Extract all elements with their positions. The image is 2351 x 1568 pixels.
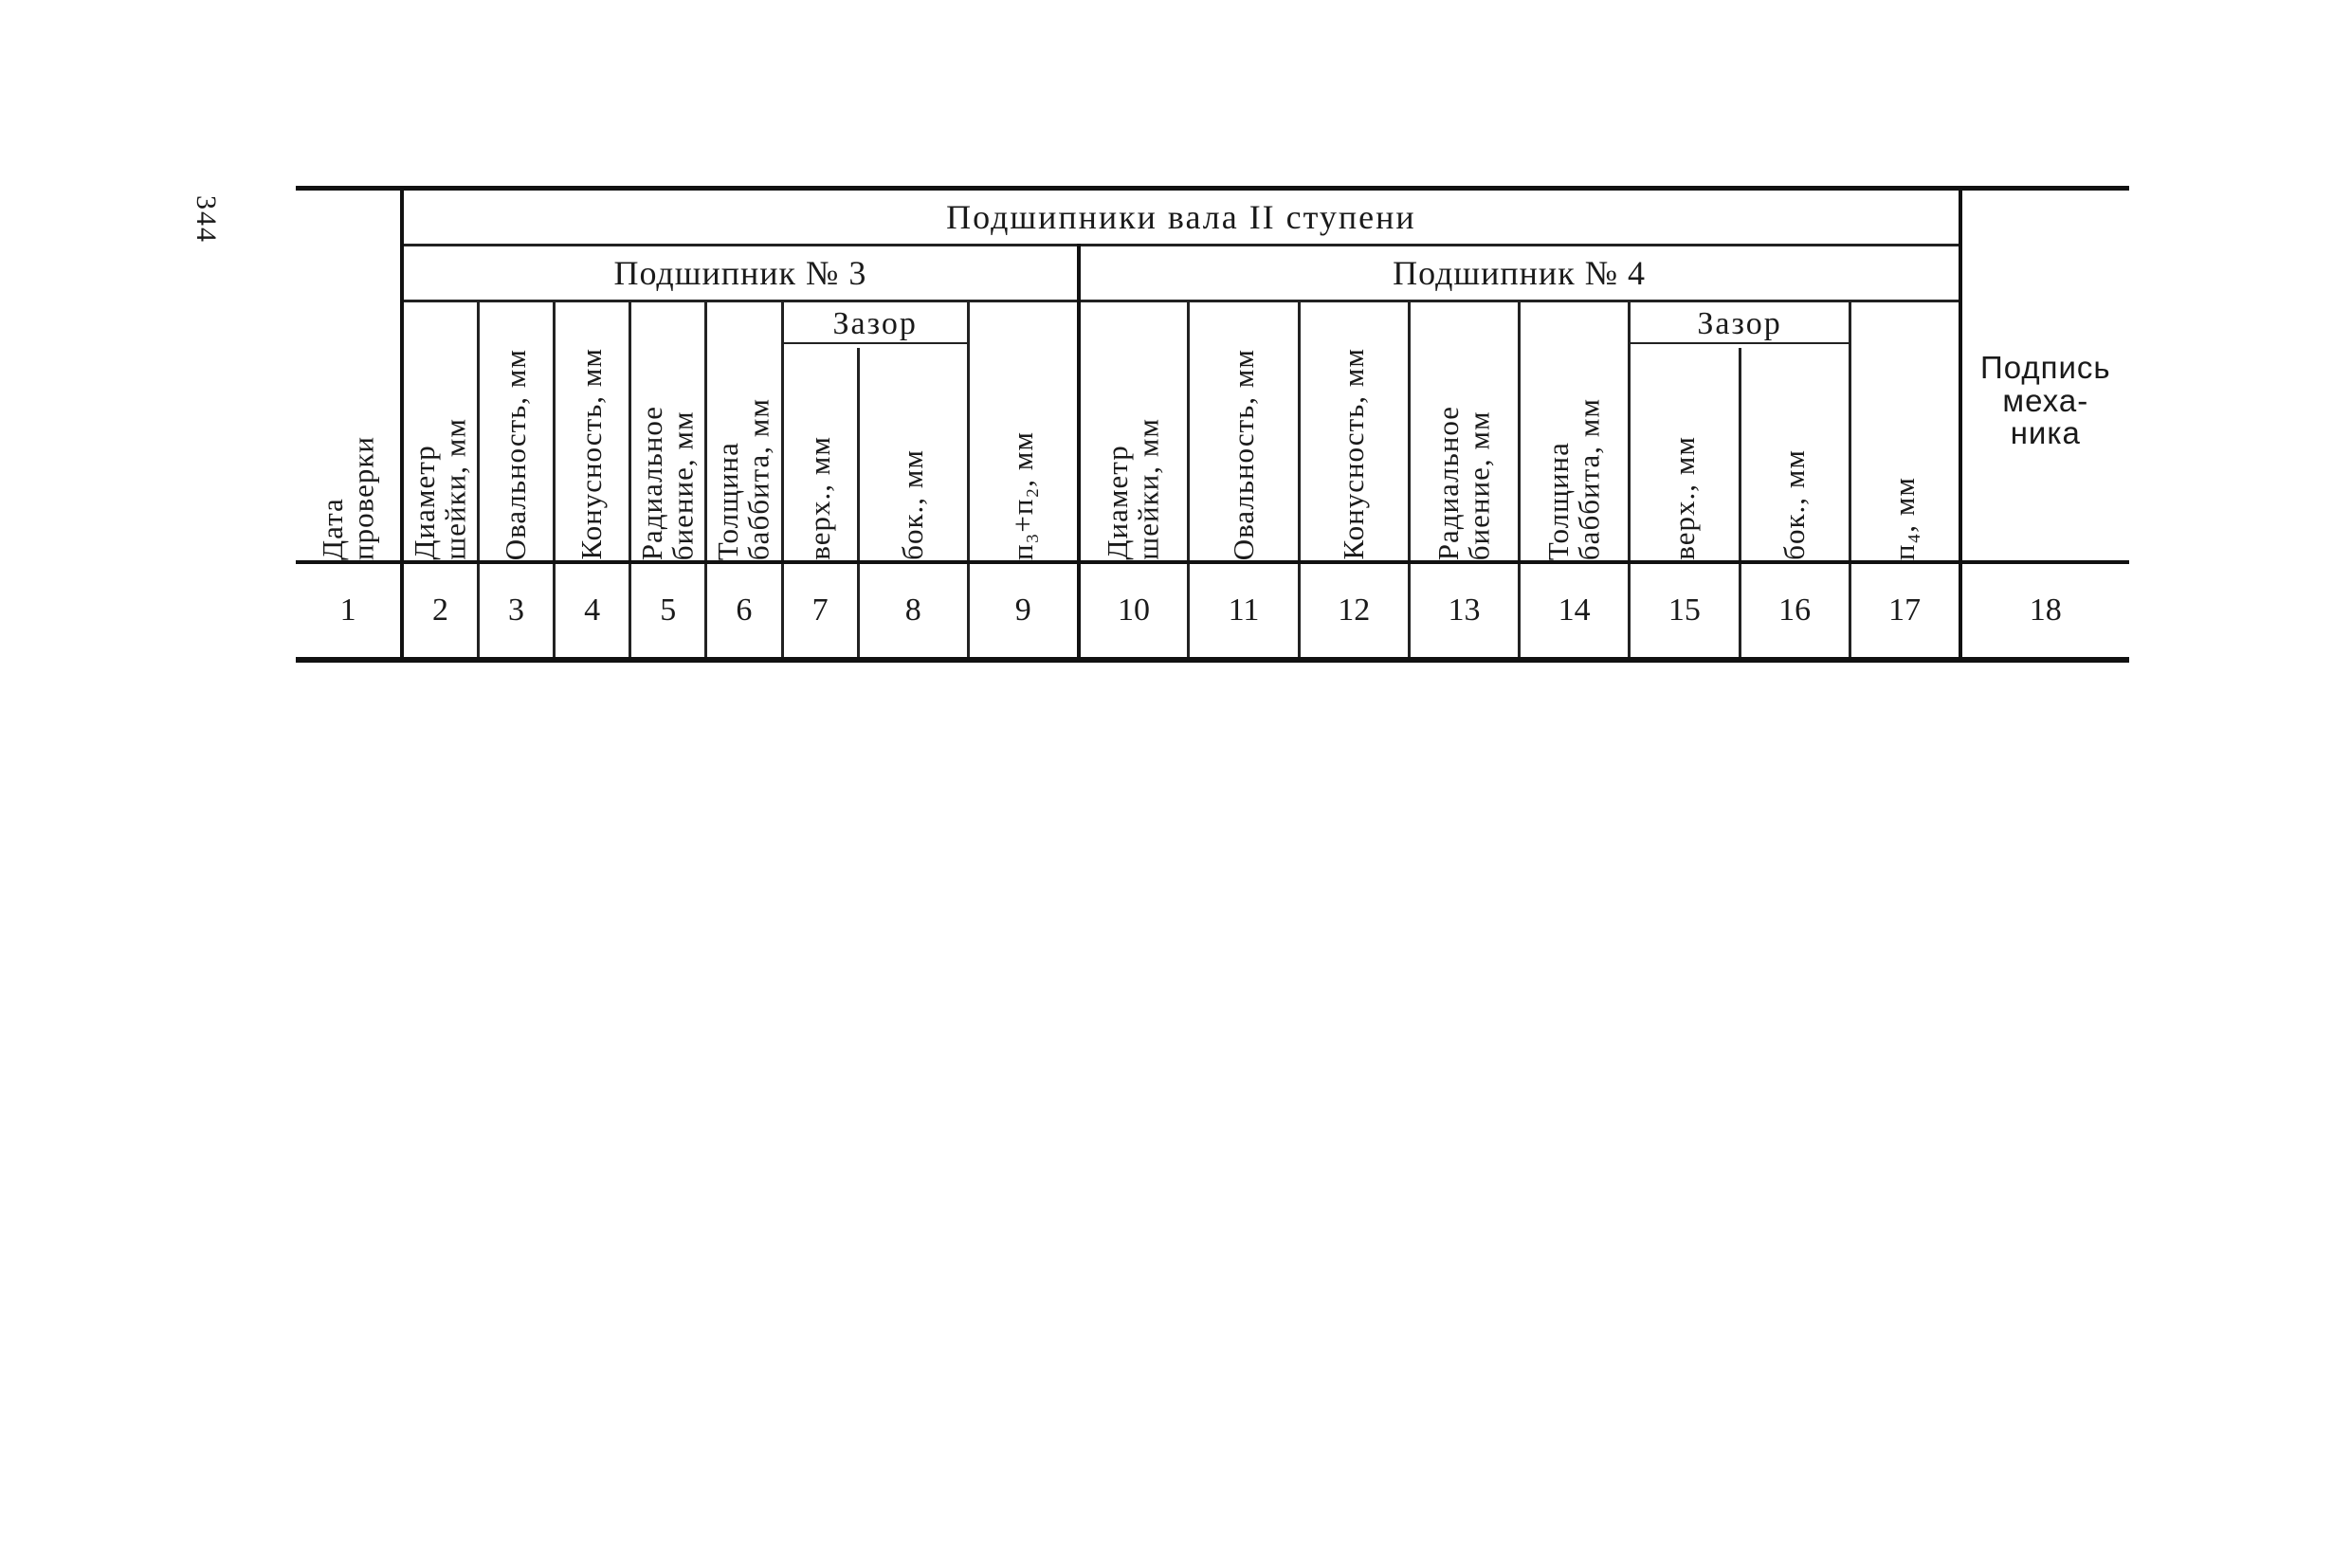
b3-babbitt: Толщина баббита, мм <box>711 397 775 560</box>
b3-gap-top-cell <box>782 348 858 562</box>
col-number: 5 <box>630 562 706 660</box>
col-number: 17 <box>1850 562 1959 660</box>
b4-taper-cell <box>1299 301 1409 563</box>
col-number: 18 <box>1960 562 2129 660</box>
col-number: 1 <box>296 562 402 660</box>
col-number: 3 <box>478 562 554 660</box>
group-header: Подшипники вала II ступени <box>402 189 1959 246</box>
col-number: 6 <box>706 562 782 660</box>
b4-ovality: Овальность, мм <box>1226 348 1260 560</box>
b4-diameter-cell <box>1079 301 1189 563</box>
col-number: 7 <box>782 562 858 660</box>
b3-tension-cell <box>968 301 1078 563</box>
col-number: 10 <box>1079 562 1189 660</box>
b3-gap-header <box>782 301 968 349</box>
b4-runout-cell <box>1409 301 1519 563</box>
b3-ovality: Овальность, мм <box>499 348 533 560</box>
b3-tension: п₃+п₂, мм <box>1005 430 1039 560</box>
col-number: 16 <box>1740 562 1850 660</box>
b3-diameter: Диаметр шейки, мм <box>408 418 472 560</box>
b4-gap-side-cell <box>1740 348 1850 562</box>
b4-runout: Радиальное биение, мм <box>1431 405 1496 560</box>
col-number: 11 <box>1189 562 1299 660</box>
bearing3-title: Подшипник № 3 <box>402 246 1078 301</box>
bearing-check-table <box>296 186 2129 663</box>
b3-gap-label: Зазор <box>784 306 967 344</box>
b4-gap-header <box>1630 301 1850 349</box>
date-header-cell <box>296 189 402 563</box>
b3-babbitt-cell <box>706 301 782 563</box>
col-number: 12 <box>1299 562 1409 660</box>
b4-gap-side: бок., мм <box>1777 449 1811 560</box>
b4-gap-top: верх., мм <box>1667 436 1701 560</box>
b4-taper: Конусность, мм <box>1336 348 1370 560</box>
col-number: 13 <box>1409 562 1519 660</box>
b3-gap-side: бок., мм <box>896 449 929 560</box>
b4-babbitt: Толщина баббита, мм <box>1541 397 1606 560</box>
b3-gap-side-cell <box>858 348 968 562</box>
col-number: 15 <box>1630 562 1740 660</box>
bearing-check-table-wrap <box>296 186 2129 663</box>
col-number: 2 <box>402 562 478 660</box>
b3-taper: Конусность, мм <box>574 348 609 560</box>
col-number: 9 <box>968 562 1078 660</box>
b4-tension: п₄, мм <box>1886 476 1921 560</box>
column-number-row <box>296 562 2129 660</box>
b3-diameter-cell <box>402 301 478 563</box>
b4-gap-label: Зазор <box>1631 306 1848 344</box>
b3-runout-cell <box>630 301 706 563</box>
col-number: 8 <box>858 562 968 660</box>
b3-ovality-cell <box>478 301 554 563</box>
b3-taper-cell <box>555 301 630 563</box>
page-number: 344 <box>191 195 222 244</box>
b3-gap-top: верх., мм <box>802 436 836 560</box>
col-number: 14 <box>1520 562 1630 660</box>
date-header: Дата проверки <box>315 436 380 560</box>
b4-gap-top-cell <box>1630 348 1740 562</box>
b3-runout: Радиальное биение, мм <box>635 405 700 560</box>
b4-ovality-cell <box>1189 301 1299 563</box>
bearing4-title: Подшипник № 4 <box>1079 246 1960 301</box>
b4-babbitt-cell <box>1520 301 1630 563</box>
col-number: 4 <box>555 562 630 660</box>
b4-tension-cell <box>1850 301 1959 563</box>
signature-header: Подпись меха- ника <box>1960 189 2129 563</box>
b4-diameter: Диаметр шейки, мм <box>1101 418 1165 560</box>
